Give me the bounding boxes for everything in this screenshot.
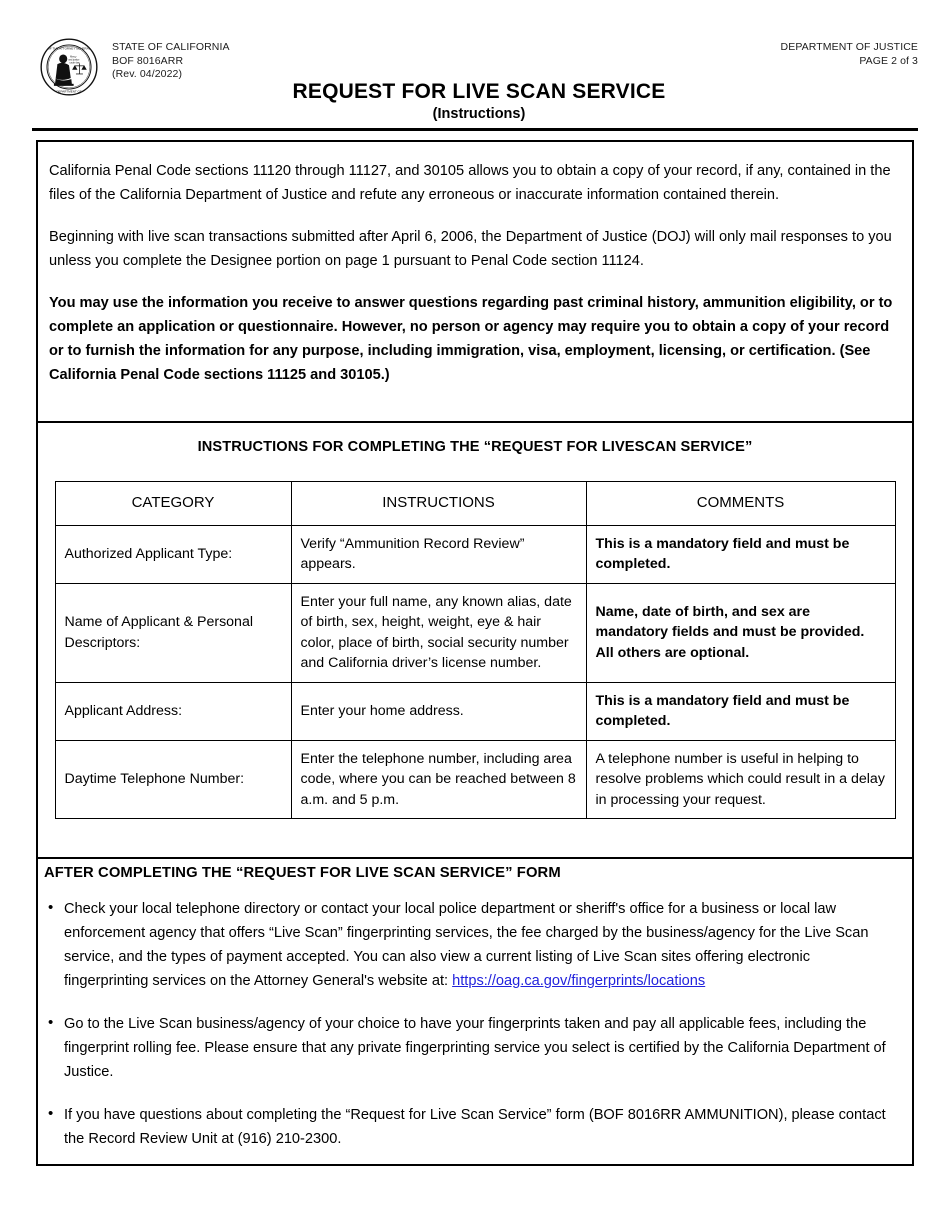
cell-category: Daytime Telephone Number: [55, 740, 291, 819]
after-completing-heading: AFTER COMPLETING THE “REQUEST FOR LIVE SCAN SERVICE” FORM [44, 865, 561, 881]
intro-paragraph-2: Beginning with live scan transactions submitted after April 6, 2006, the Department of Justice (DOJ) will only mail responses to you unless you complete the Designee portion on page 1 pursuant to Penal Code section 11124. [49, 229, 892, 269]
intro-section [38, 142, 912, 387]
table-row [55, 525, 895, 583]
department-info-block [781, 41, 918, 68]
after-completing-section [38, 859, 912, 1151]
header-divider-rule [32, 128, 918, 131]
department-label: DEPARTMENT OF JUSTICE [780, 41, 918, 53]
table-row [55, 583, 895, 682]
intro-paragraph-3: You may use the information you receive to answer questions regarding past criminal history, ammunition eligibility, or to complete an application or questionnaire. However, no person or agency may require you to obtain a copy of your record or to furnish the information for any purpose, including immigration, visa, employment, licensing, or certification. (See California Penal Code sections 11125 and 30105.) [49, 295, 893, 383]
cell-instructions: Verify “Ammunition Record Review” appears. [291, 525, 586, 583]
list-item [46, 1012, 898, 1084]
agency-info-block [112, 41, 230, 82]
cell-comments: This is a mandatory field and must be completed. [586, 682, 895, 740]
state-label: STATE OF CALIFORNIA [112, 41, 230, 53]
bullet-text-3: If you have questions about completing the “Request for Live Scan Service” form (BOF 8016RR AMMUNITION), please contact the Record Review Unit at (916) 210-2300. [64, 1107, 886, 1147]
intro-paragraph-1: California Penal Code sections 11120 through 11127, and 30105 allows you to obtain a copy of your record, if any, contained in the files of the California Department of Justice and refute any erroneous or inaccurate information contained therein. [49, 163, 891, 203]
bullet-text-2: Go to the Live Scan business/agency of your choice to have your fingerprints taken and pay all applicable fees, including the fingerprint rolling fee. Please ensure that any private fingerprinting service you select is certified by the California Department of Justice. [64, 1016, 886, 1080]
oag-fingerprints-locations-link[interactable]: https://oag.ca.gov/fingerprints/locations [452, 973, 706, 989]
bullet-text-1a: Check your local telephone directory or contact your local police department or sheriff's office for a business or local law enforcement agency that offers “Live Scan” fingerprinting services, the fee charged by the business/agency for the Live Scan service, and the types of payment accepted. You can also view a current listing of Live Scan sites offering electronic fingerprinting services on the Attorney General's website at: [64, 901, 869, 989]
column-header-instructions: INSTRUCTIONS [291, 482, 586, 526]
svg-text:and justice: and justice [68, 59, 80, 62]
cell-instructions: Enter the telephone number, including area code, where you can be reached between 8 a.m. and 5 p.m. [291, 740, 586, 819]
table-spacer [38, 819, 912, 857]
cell-comments: Name, date of birth, and sex are mandatory fields and must be provided. All others are optional. [586, 583, 895, 682]
page-number: PAGE 2 of 3 [859, 54, 918, 67]
form-number: BOF 8016ARR [112, 54, 184, 67]
list-item [46, 1103, 898, 1151]
form-revision: (Rev. 04/2022) [112, 68, 183, 80]
instructions-heading: INSTRUCTIONS FOR COMPLETING THE “REQUEST FOR LIVESCAN SERVICE” [197, 439, 753, 455]
table-header-row [55, 482, 895, 526]
after-completing-list [38, 881, 912, 1151]
column-header-comments: COMMENTS [586, 482, 895, 526]
main-content-box [36, 140, 914, 1166]
cell-category: Applicant Address: [55, 682, 291, 740]
table-row [55, 682, 895, 740]
table-row [55, 740, 895, 819]
intro-spacer [38, 387, 912, 421]
svg-text:Mercy: Mercy [70, 56, 77, 59]
svg-text:DEPARTMENT OF: DEPARTMENT OF [56, 89, 82, 94]
svg-text:under law: under law [69, 62, 80, 65]
cell-category: Name of Applicant & Personal Descriptors: [55, 583, 291, 682]
column-header-category: CATEGORY [55, 482, 291, 526]
cell-comments: A telephone number is useful in helping to resolve problems which could result in a delay in processing your request. [586, 740, 895, 819]
document-header [40, 38, 918, 120]
instructions-section [38, 423, 912, 857]
instructions-table [55, 481, 896, 819]
cell-instructions: Enter your full name, any known alias, date of birth, sex, height, weight, eye & hair color, place of birth, social security number and California driver’s license number. [291, 583, 586, 682]
cell-instructions: Enter your home address. [291, 682, 586, 740]
cell-comments: This is a mandatory field and must be completed. [586, 525, 895, 583]
svg-text:OF THE ATTORNEY GENERAL: OF THE ATTORNEY GENERAL [47, 46, 91, 51]
cell-category: Authorized Applicant Type: [55, 525, 291, 583]
list-item [46, 897, 898, 993]
page-subtitle: (Instructions) [432, 106, 526, 122]
page-title: REQUEST FOR LIVE SCAN SERVICE [292, 80, 666, 103]
